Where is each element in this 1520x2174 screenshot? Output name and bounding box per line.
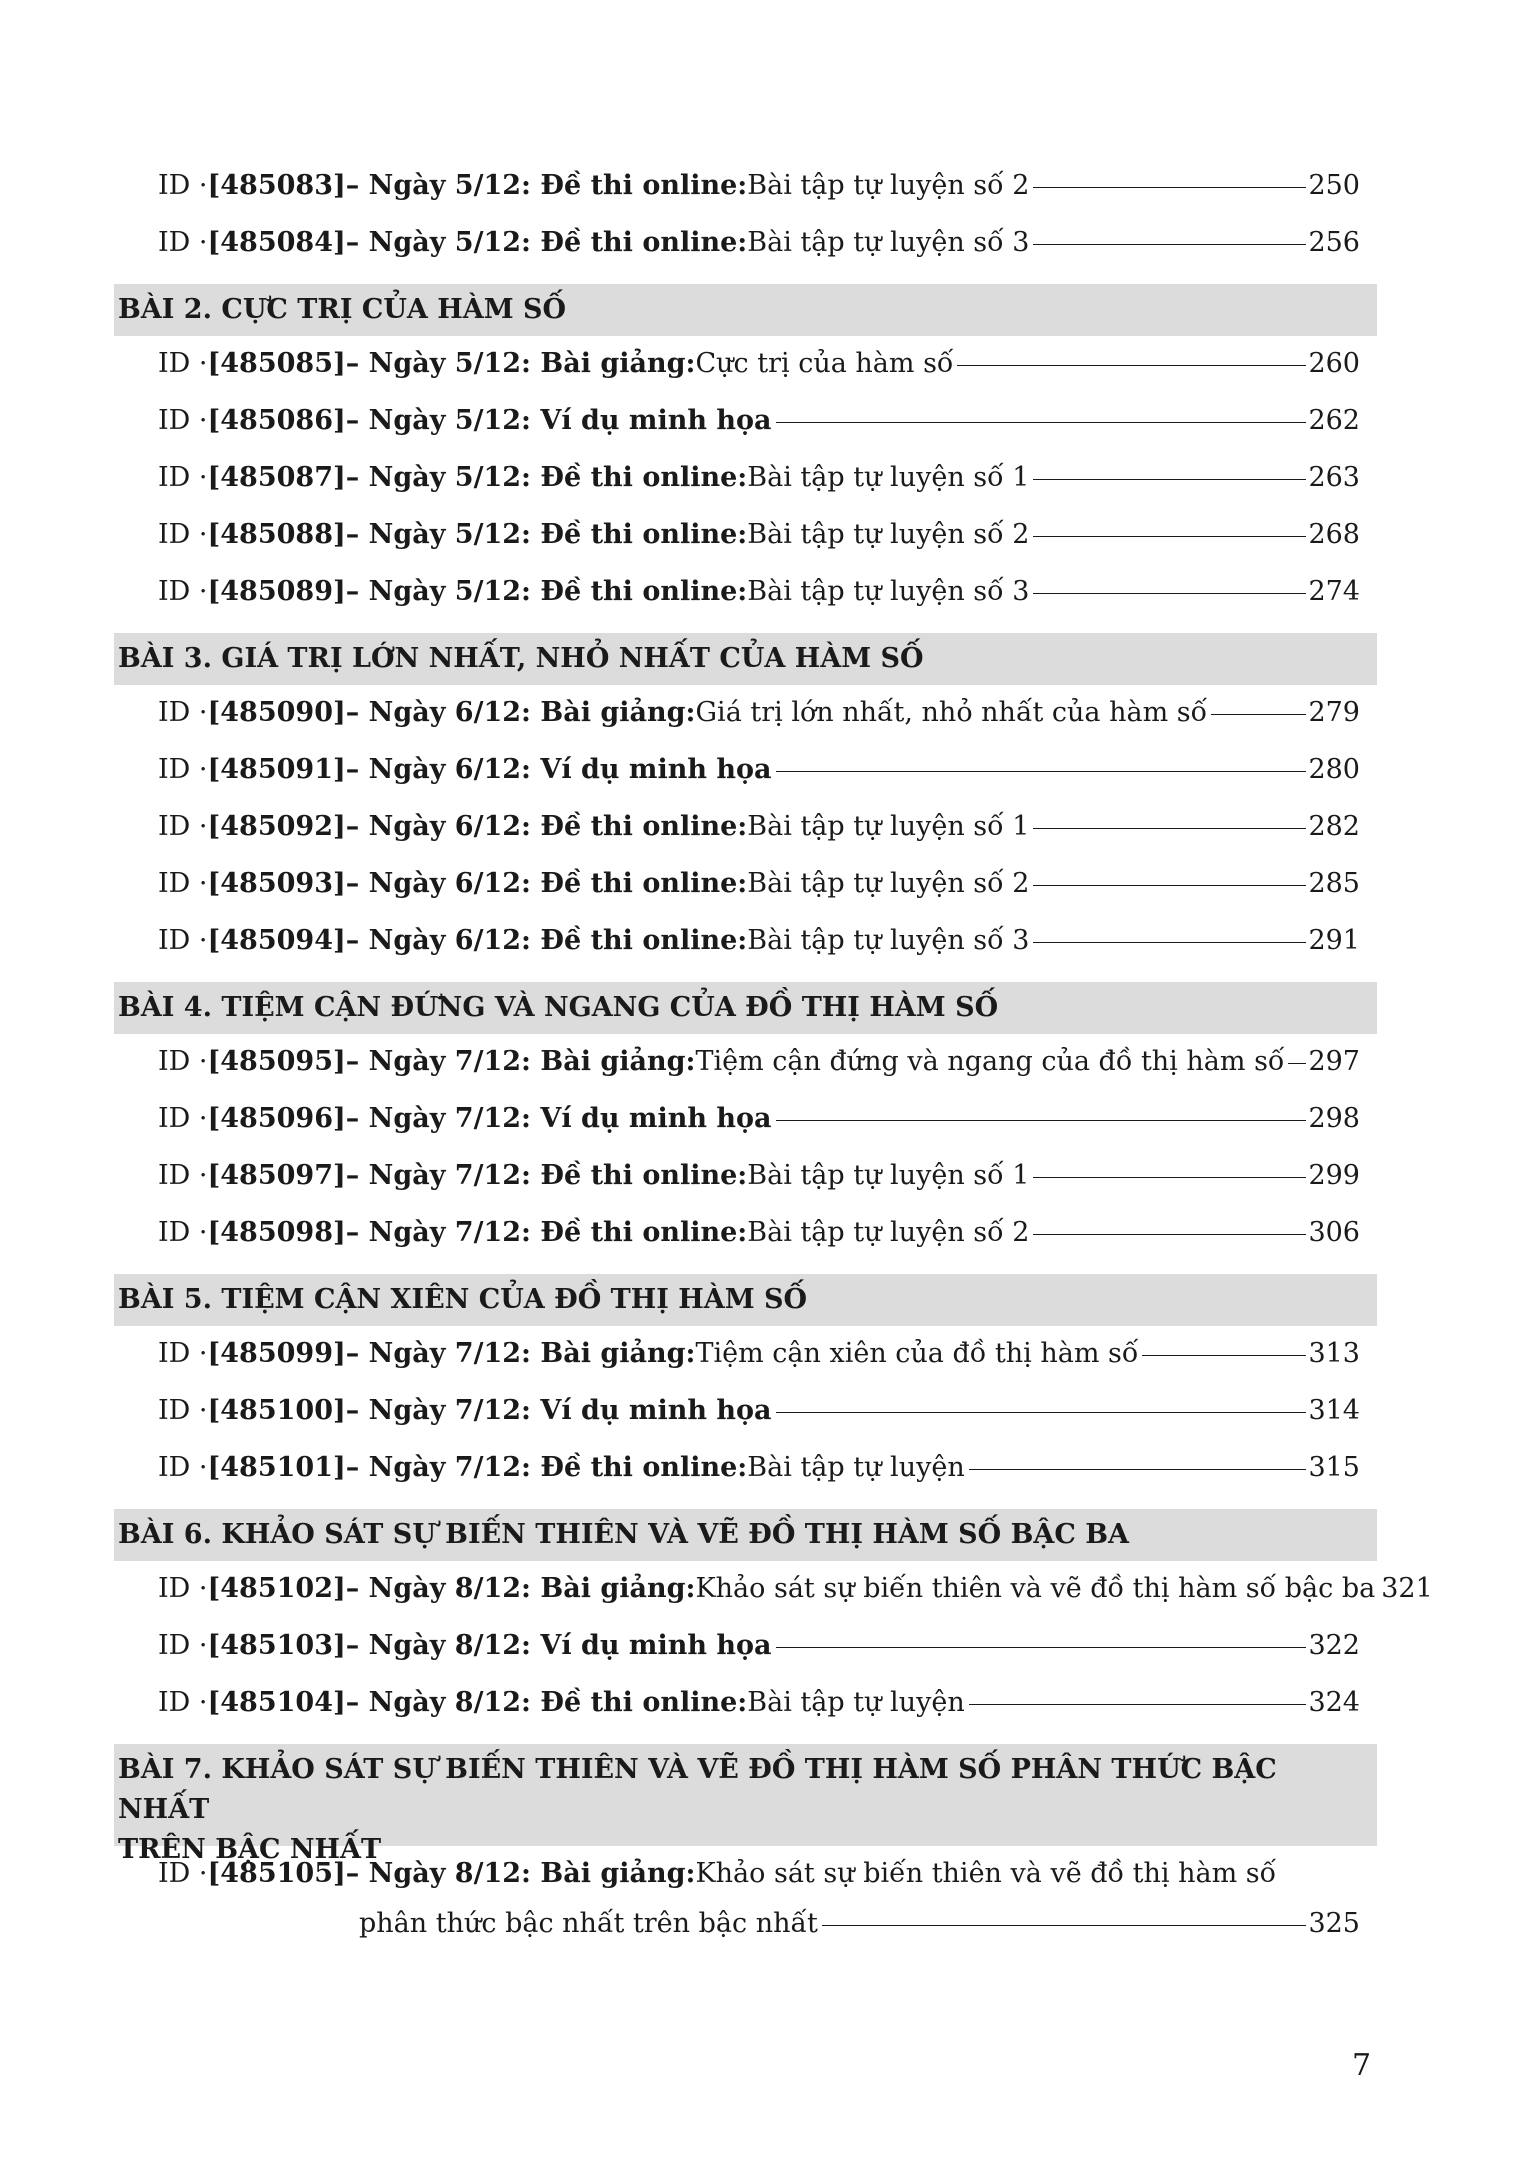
entry-text: Bài tập tự luyện số 1 <box>747 462 1030 493</box>
toc-entry[interactable] <box>158 344 1360 384</box>
entry-heading: – Ngày 7/12: Ví dụ minh họa <box>345 1103 772 1134</box>
dot-leader <box>1033 1177 1306 1178</box>
entry-page-number: 314 <box>1308 1395 1360 1426</box>
entry-id: [485085] <box>207 348 346 379</box>
entry-page-number: 315 <box>1308 1452 1360 1483</box>
toc-entry[interactable] <box>158 1213 1360 1253</box>
entry-id: [485101] <box>207 1452 346 1483</box>
entry-page-number: 306 <box>1308 1217 1360 1248</box>
entry-heading: – Ngày 5/12: Đề thi online: <box>345 462 748 493</box>
entry-prefix: ID · <box>158 462 208 493</box>
dot-leader <box>1033 942 1306 943</box>
toc-entry[interactable] <box>158 750 1360 790</box>
section-title-line2: TRÊN BẬC NHẤT <box>118 1834 382 1865</box>
entry-heading: – Ngày 5/12: Bài giảng: <box>345 348 696 379</box>
entry-id: [485105] <box>207 1858 346 1889</box>
toc-entry[interactable] <box>158 1683 1360 1723</box>
entry-prefix: ID · <box>158 811 208 842</box>
entry-id: [485090] <box>207 697 346 728</box>
entry-id: [485088] <box>207 519 346 550</box>
section-title: BÀI 5. TIỆM CẬN XIÊN CỦA ĐỒ THỊ HÀM SỐ <box>118 1284 808 1315</box>
entry-prefix: ID · <box>158 1160 208 1191</box>
entry-id: [485098] <box>207 1217 346 1248</box>
entry-heading: – Ngày 6/12: Bài giảng: <box>345 697 696 728</box>
dot-leader <box>969 1704 1307 1705</box>
entry-id: [485099] <box>207 1338 346 1369</box>
entry-text: Tiệm cận đứng và ngang của đồ thị hàm số <box>695 1046 1285 1077</box>
entry-prefix: ID · <box>158 697 208 728</box>
toc-entry[interactable] <box>158 864 1360 904</box>
entry-page-number: 298 <box>1308 1103 1360 1134</box>
section-heading <box>114 1744 1377 1865</box>
entry-text: Bài tập tự luyện <box>747 1452 965 1483</box>
entry-prefix: ID · <box>158 1395 208 1426</box>
section-heading <box>114 284 1377 336</box>
dot-leader <box>776 771 1307 772</box>
entry-prefix: ID · <box>158 868 208 899</box>
dot-leader <box>1033 187 1306 188</box>
entry-text: Bài tập tự luyện số 2 <box>747 170 1030 201</box>
entry-text: Bài tập tự luyện số 2 <box>747 519 1030 550</box>
entry-heading: – Ngày 6/12: Ví dụ minh họa <box>345 754 772 785</box>
entry-text: Giá trị lớn nhất, nhỏ nhất của hàm số <box>695 697 1208 728</box>
entry-prefix: ID · <box>158 925 208 956</box>
entry-heading: – Ngày 6/12: Đề thi online: <box>345 925 748 956</box>
entry-prefix: ID · <box>158 754 208 785</box>
entry-text: Bài tập tự luyện số 2 <box>747 868 1030 899</box>
entry-prefix: ID · <box>158 1217 208 1248</box>
entry-prefix: ID · <box>158 519 208 550</box>
entry-page-number: 322 <box>1308 1630 1360 1661</box>
section-title: BÀI 7. KHẢO SÁT SỰ BIẾN THIÊN VÀ VẼ ĐỒ THỊ HÀM SỐ PHÂN THỨC BẬC NHẤT <box>118 1754 1277 1825</box>
toc-entry[interactable] <box>158 458 1360 498</box>
toc-entry[interactable] <box>158 921 1360 961</box>
dot-leader <box>776 1412 1307 1413</box>
entry-page-number: 297 <box>1308 1046 1360 1077</box>
entry-text: Khảo sát sự biến thiên và vẽ đồ thị hàm số <box>695 1858 1277 1889</box>
entry-id: [485096] <box>207 1103 346 1134</box>
dot-leader <box>1033 885 1306 886</box>
entry-heading: – Ngày 5/12: Đề thi online: <box>345 576 748 607</box>
dot-leader <box>776 1647 1307 1648</box>
dot-leader <box>969 1469 1307 1470</box>
entry-page-number: 321 <box>1381 1573 1433 1604</box>
entry-heading: – Ngày 7/12: Bài giảng: <box>345 1046 696 1077</box>
entry-prefix: ID · <box>158 348 208 379</box>
entry-heading: – Ngày 6/12: Đề thi online: <box>345 868 748 899</box>
entry-id: [485097] <box>207 1160 346 1191</box>
entry-heading: – Ngày 7/12: Đề thi online: <box>345 1217 748 1248</box>
entry-page-number: 282 <box>1308 811 1360 842</box>
toc-entry[interactable] <box>158 1626 1360 1666</box>
dot-leader <box>1033 828 1306 829</box>
toc-entry[interactable] <box>158 1099 1360 1139</box>
dot-leader <box>957 365 1306 366</box>
entry-prefix: ID · <box>158 227 208 258</box>
dot-leader <box>822 1925 1307 1926</box>
entry-text: Bài tập tự luyện số 2 <box>747 1217 1030 1248</box>
dot-leader <box>1288 1063 1306 1064</box>
section-heading <box>114 1509 1377 1561</box>
entry-id: [485103] <box>207 1630 346 1661</box>
entry-heading: – Ngày 5/12: Đề thi online: <box>345 170 748 201</box>
entry-text: Bài tập tự luyện số 3 <box>747 576 1030 607</box>
toc-entry[interactable] <box>158 807 1360 847</box>
toc-entry[interactable] <box>158 693 1360 733</box>
entry-id: [485104] <box>207 1687 346 1718</box>
entry-page-number: 325 <box>1308 1908 1360 1939</box>
entry-prefix: ID · <box>158 576 208 607</box>
toc-entry[interactable] <box>158 1448 1360 1488</box>
entry-id: [485089] <box>207 576 346 607</box>
entry-page-number: 263 <box>1308 462 1360 493</box>
entry-prefix: ID · <box>158 170 208 201</box>
entry-page-number: 274 <box>1308 576 1360 607</box>
section-heading <box>114 1274 1377 1326</box>
entry-prefix: ID · <box>158 1573 208 1604</box>
entry-id: [485091] <box>207 754 346 785</box>
entry-heading: – Ngày 7/12: Đề thi online: <box>345 1160 748 1191</box>
dot-leader <box>1033 593 1306 594</box>
entry-text: Bài tập tự luyện số 3 <box>747 227 1030 258</box>
toc-entry-continuation <box>359 1904 1360 1944</box>
entry-id: [485083] <box>207 170 346 201</box>
toc-entry[interactable] <box>158 166 1360 206</box>
toc-entry[interactable] <box>158 223 1360 263</box>
entry-heading: – Ngày 6/12: Đề thi online: <box>345 811 748 842</box>
dot-leader <box>1033 536 1306 537</box>
toc-entry[interactable] <box>158 1334 1360 1374</box>
page-number: 7 <box>1352 2048 1372 2083</box>
section-heading <box>114 982 1377 1034</box>
dot-leader <box>1142 1355 1306 1356</box>
entry-page-number: 262 <box>1308 405 1360 436</box>
entry-id: [485093] <box>207 868 346 899</box>
entry-prefix: ID · <box>158 1338 208 1369</box>
toc-entry[interactable] <box>158 515 1360 555</box>
entry-page-number: 299 <box>1308 1160 1360 1191</box>
section-title: BÀI 6. KHẢO SÁT SỰ BIẾN THIÊN VÀ VẼ ĐỒ THỊ HÀM SỐ BẬC BA <box>118 1519 1130 1550</box>
dot-leader <box>1033 479 1306 480</box>
entry-page-number: 280 <box>1308 754 1360 785</box>
entry-heading: – Ngày 8/12: Đề thi online: <box>345 1687 748 1718</box>
entry-id: [485084] <box>207 227 346 258</box>
entry-heading: – Ngày 8/12: Bài giảng: <box>345 1573 696 1604</box>
entry-text: Khảo sát sự biến thiên và vẽ đồ thị hàm số bậc ba <box>695 1573 1376 1604</box>
section-title: BÀI 4. TIỆM CẬN ĐỨNG VÀ NGANG CỦA ĐỒ THỊ HÀM SỐ <box>118 992 999 1023</box>
entry-prefix: ID · <box>158 1687 208 1718</box>
entry-heading: – Ngày 5/12: Đề thi online: <box>345 227 748 258</box>
section-heading <box>114 633 1377 685</box>
entry-page-number: 279 <box>1308 697 1360 728</box>
dot-leader <box>1211 714 1306 715</box>
entry-heading: – Ngày 5/12: Ví dụ minh họa <box>345 405 772 436</box>
toc-entry[interactable] <box>158 572 1360 612</box>
entry-id: [485095] <box>207 1046 346 1077</box>
entry-id: [485094] <box>207 925 346 956</box>
entry-prefix: ID · <box>158 1103 208 1134</box>
entry-heading: – Ngày 5/12: Đề thi online: <box>345 519 748 550</box>
entry-page-number: 291 <box>1308 925 1360 956</box>
entry-page-number: 268 <box>1308 519 1360 550</box>
entry-prefix: ID · <box>158 1630 208 1661</box>
entry-text: Bài tập tự luyện số 1 <box>747 1160 1030 1191</box>
entry-text: Cực trị của hàm số <box>695 348 954 379</box>
dot-leader <box>1033 1234 1306 1235</box>
toc-entry[interactable] <box>158 1042 1360 1082</box>
entry-heading: – Ngày 7/12: Đề thi online: <box>345 1452 748 1483</box>
entry-prefix: ID · <box>158 1046 208 1077</box>
toc-entry[interactable] <box>158 401 1360 441</box>
section-title: BÀI 3. GIÁ TRỊ LỚN NHẤT, NHỎ NHẤT CỦA HÀM SỐ <box>118 643 924 674</box>
entry-id: [485086] <box>207 405 346 436</box>
entry-text: Bài tập tự luyện số 3 <box>747 925 1030 956</box>
entry-page-number: 250 <box>1308 170 1360 201</box>
entry-heading: – Ngày 7/12: Bài giảng: <box>345 1338 696 1369</box>
entry-prefix: ID · <box>158 1452 208 1483</box>
entry-id: [485087] <box>207 462 346 493</box>
dot-leader <box>1033 244 1306 245</box>
entry-text: Tiệm cận xiên của đồ thị hàm số <box>695 1338 1139 1369</box>
entry-text: Bài tập tự luyện <box>747 1687 965 1718</box>
section-title: BÀI 2. CỰC TRỊ CỦA HÀM SỐ <box>118 294 567 325</box>
entry-id: [485092] <box>207 811 346 842</box>
toc-entry[interactable] <box>158 1854 1360 1894</box>
entry-page-number: 260 <box>1308 348 1360 379</box>
toc-entry[interactable] <box>158 1391 1360 1431</box>
entry-page-number: 285 <box>1308 868 1360 899</box>
entry-id: [485102] <box>207 1573 346 1604</box>
entry-prefix: ID · <box>158 405 208 436</box>
dot-leader <box>776 1120 1307 1121</box>
entry-heading: – Ngày 7/12: Ví dụ minh họa <box>345 1395 772 1426</box>
toc-entry[interactable] <box>158 1156 1360 1196</box>
entry-page-number: 313 <box>1308 1338 1360 1369</box>
toc-entry[interactable] <box>158 1569 1433 1609</box>
entry-text: phân thức bậc nhất trên bậc nhất <box>359 1908 818 1939</box>
entry-page-number: 324 <box>1308 1687 1360 1718</box>
entry-text: Bài tập tự luyện số 1 <box>747 811 1030 842</box>
entry-prefix: ID · <box>158 1858 208 1889</box>
entry-page-number: 256 <box>1308 227 1360 258</box>
dot-leader <box>776 422 1307 423</box>
entry-id: [485100] <box>207 1395 346 1426</box>
entry-heading: – Ngày 8/12: Ví dụ minh họa <box>345 1630 772 1661</box>
entry-heading: – Ngày 8/12: Bài giảng: <box>345 1858 696 1889</box>
